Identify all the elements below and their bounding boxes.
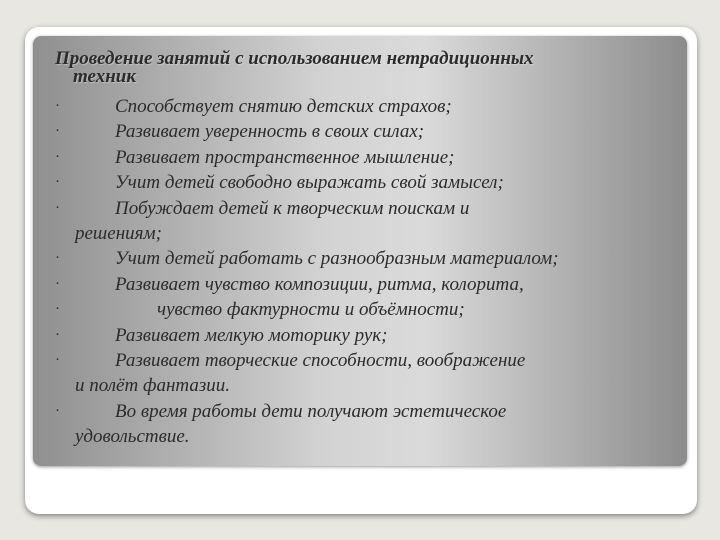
list-item-text: Развивает уверенность в своих силах; [115,121,425,143]
heading-line-1: Проведение занятий с использованием нетрадиционных [55,48,534,69]
bullet-marker: · [55,123,60,140]
list-item [33,272,687,297]
bullet-marker: · [55,148,60,165]
bullet-marker: · [55,301,60,318]
bullet-marker: · [55,174,60,191]
list-item [33,119,687,144]
list-item-continuation: и полёт фантазии. [75,375,230,397]
list-item-text: Во время работы дети получают эстетическое [115,400,507,422]
list-item [33,196,687,247]
list-item-text: Развивает пространственное мышление; [115,146,455,168]
bullet-marker: · [55,275,60,292]
bullet-marker: · [55,352,60,369]
list-item-text: Развивает чувство композиции, ритма, колорита, [115,273,524,295]
list-item-text: Учит детей работать с разнообразным материалом; [115,248,559,270]
list-item [33,399,687,450]
list-item-text: Развивает творческие способности, воображение [115,350,526,372]
bullet-marker: · [55,250,60,267]
list-item [33,145,687,170]
benefits-list [33,94,687,450]
list-item [33,348,687,399]
list-item [33,94,687,119]
list-item [33,323,687,348]
bullet-marker: · [55,326,60,343]
list-item-text: чувство фактурности и объёмности; [157,299,465,321]
bullet-marker: · [55,402,60,419]
bullet-marker: · [55,98,60,114]
list-item-text: Развивает мелкую моторику рук; [115,324,388,346]
heading-line-2: техник [73,66,136,87]
list-item-text: Способствует снятию детских страхов; [115,96,452,117]
list-item-continuation: удовольствие. [75,426,190,448]
list-item-text: Побуждает детей к творческим поискам и [115,197,470,219]
slide-heading [55,50,675,86]
list-item-text: Учит детей свободно выражать свой замысел; [115,172,504,194]
list-item-continuation: решениям; [75,223,162,245]
content-panel [33,36,687,466]
list-item [33,246,687,271]
bullet-marker: · [55,199,60,216]
list-item [33,297,687,322]
list-item [33,170,687,195]
